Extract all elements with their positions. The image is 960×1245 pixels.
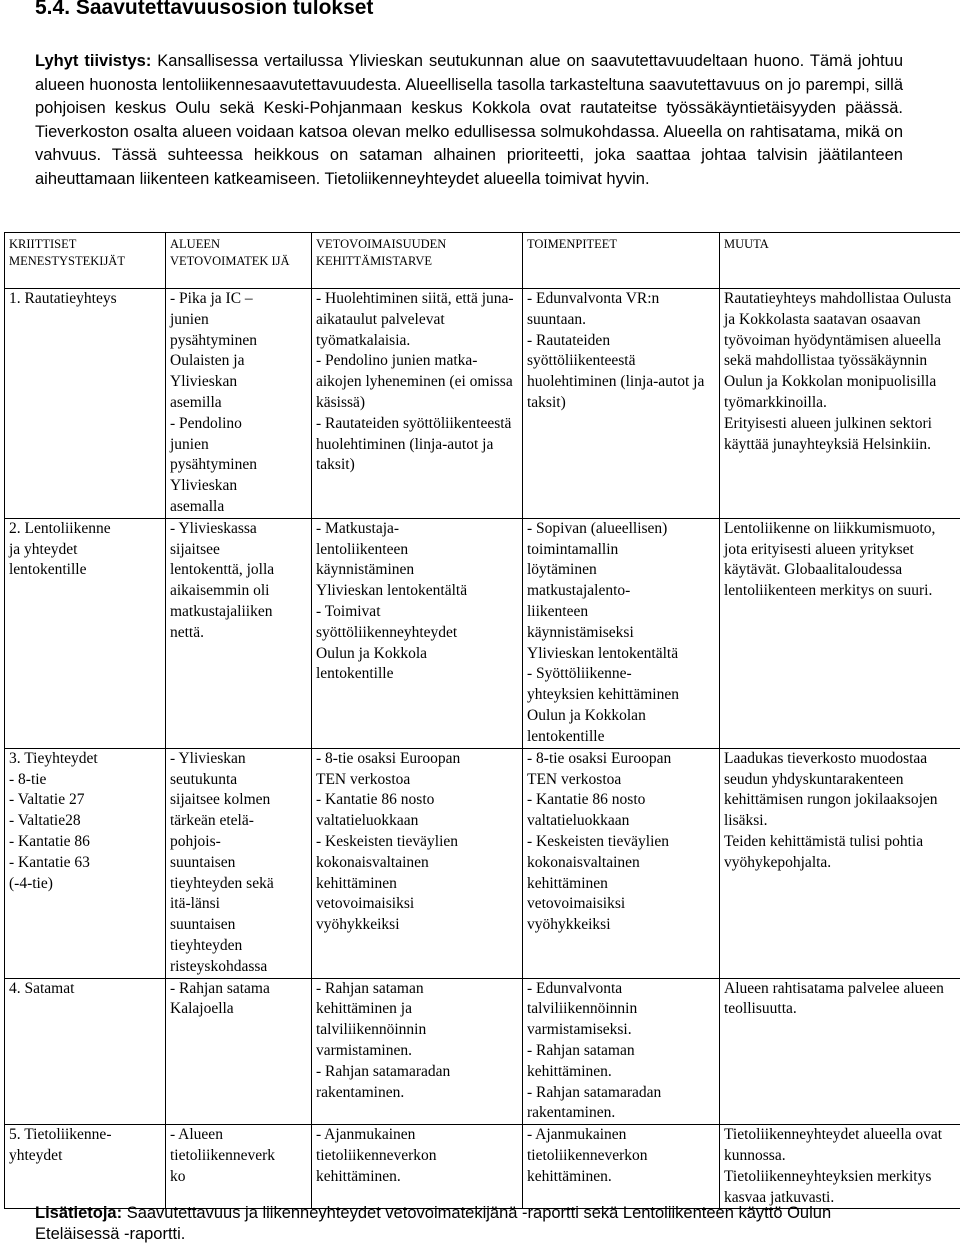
footer-note xyxy=(35,1203,915,1245)
results-table xyxy=(4,232,960,1209)
summary-paragraph xyxy=(35,50,903,191)
table-row xyxy=(5,518,960,748)
table-cell: - Huolehtiminen siitä, että juna-aikataulut palvelevat työmatkalaisia. - Pendolino junien matka-aikojen lyheneminen (ei omissa käsissä) - Rautateiden syöttöliikenteestä huolehtiminen (linja-autot ja taksit) xyxy=(312,289,523,519)
header-development-need: VETOVOIMAISUUDEN KEHITTÄMISTARVE xyxy=(312,233,523,289)
table-cell: - Ylivieskan seutukunta sijaitsee kolmen tärkeän etelä- pohjois- suuntaisen tieyhteyden sekä itä-länsi suuntaisen tieyhteyden risteyskohdassa xyxy=(166,748,312,978)
table-cell: - Matkustaja- lentoliikenteen käynnistäminen Ylivieskan lentokentältä - Toimivat syöttöliikenneyhteydet Oulun ja Kokkola lentokentille xyxy=(312,518,523,748)
summary-text: Kansallisessa vertailussa Ylivieskan seutukunnan alue on saavutettavuudeltaan huono. Tämä johtuu alueen huonosta lentoliikennesaavutettavuudesta. Alueellisella tasolla tarkasteltuna saavutettavuus on jo parempi, sillä pohjoisen keskus Oulu sekä Keski-Pohjanmaan keskus Kokkola ovat rautateitse työssäkäyntietäisyyden päässä. Tieverkoston osalta alueen voidaan katsoa olevan melko edullisessa solmukohdassa. Alueella on rahtisatama, mikä on vahvuus. Tässä suhteessa heikkous on sataman alhainen prioriteetti, joka saattaa johtaa talvisin jäätilanteen aiheuttamaan liikenteen katkeamiseen. Tietoliikenneyhteydet alueella toimivat hyvin. xyxy=(35,52,903,188)
table-cell: 2. Lentoliikenne ja yhteydet lentokentille xyxy=(5,518,166,748)
footer-label: Lisätietoja: xyxy=(35,1204,122,1222)
table-cell: 3. Tieyhteydet - 8-tie - Valtatie 27 - Valtatie28 - Kantatie 86 - Kantatie 63 (-4-tie) xyxy=(5,748,166,978)
header-measures: TOIMENPITEET xyxy=(523,233,720,289)
table-cell: - Sopivan (alueellisen) toimintamallin löytäminen matkustajalento- liikenteen käynnistämiseksi Ylivieskan lentokentältä - Syöttöliikenne- yhteyksien kehittäminen Oulun ja Kokkolan lentokentille xyxy=(523,518,720,748)
table-cell: Lentoliikenne on liikkumismuoto, jota erityisesti alueen yritykset käytävät. Globaalitaloudessa lentoliikenteen merkitys on suuri. xyxy=(720,518,960,748)
table-cell: Tietoliikenneyhteydet alueella ovat kunnossa. Tietoliikenneyhteyksien merkitys kasvaa jatkuvasti. xyxy=(720,1125,960,1209)
table-cell: - Ylivieskassa sijaitsee lentokenttä, jolla aikaisemmin oli matkustajaliiken nettä. xyxy=(166,518,312,748)
header-other: MUUTA xyxy=(720,233,960,289)
header-attractiveness-factor: ALUEEN VETOVOIMATEK IJÄ xyxy=(166,233,312,289)
table-cell: - Edunvalvonta VR:n suuntaan. - Rautateiden syöttöliikenteestä huolehtiminen (linja-autot ja taksit) xyxy=(523,289,720,519)
table-cell: - Ajanmukainen tietoliikenneverkon kehittäminen. xyxy=(312,1125,523,1209)
footer-text: Saavutettavuus ja liikenneyhteydet vetovoimatekijänä -raportti sekä Lentoliikenteen käyttö Oulun Eteläisessä -raportti. xyxy=(35,1204,831,1243)
table-row xyxy=(5,748,960,978)
header-critical-factors: KRIITTISET MENESTYSTEKIJÄT xyxy=(5,233,166,289)
table-cell: Laadukas tieverkosto muodostaa seudun yhdyskuntarakenteen kehittämisen rungon jokilaaksojen lisäksi. Teiden kehittämistä tulisi pohtia vyöhykepohjalta. xyxy=(720,748,960,978)
table-row xyxy=(5,1125,960,1209)
table-cell: - Rahjan sataman kehittäminen ja talviliikennöinnin varmistaminen. - Rahjan satamaradan rakentaminen. xyxy=(312,978,523,1125)
table-header-row xyxy=(5,233,960,289)
table-cell: - 8-tie osaksi Euroopan TEN verkostoa - Kantatie 86 nosto valtatieluokkaan - Keskeisten tieväylien kokonaisvaltainen kehittäminen vetovoimaisiksi vyöhykkeiksi xyxy=(523,748,720,978)
table-cell: Rautatieyhteys mahdollistaa Oulusta ja Kokkolasta saatavan osaavan työvoiman hyödyntämisen alueella sekä mahdollistaa työssäkäynnin Oulun ja Kokkolan monipuolisilla työmarkkinoilla. Erityisesti alueen julkinen sektori käyttää junayhteyksiä Helsinkiin. xyxy=(720,289,960,519)
table-cell: 4. Satamat xyxy=(5,978,166,1125)
section-heading: 5.4. Saavutettavuusosion tulokset xyxy=(35,0,373,20)
table-row xyxy=(5,289,960,519)
table-row xyxy=(5,978,960,1125)
table-cell: - 8-tie osaksi Euroopan TEN verkostoa - Kantatie 86 nosto valtatieluokkaan - Keskeisten tieväylien kokonaisvaltainen kehittäminen vetovoimaisiksi vyöhykkeiksi xyxy=(312,748,523,978)
table-cell: - Edunvalvonta talviliikennöinnin varmistamiseksi. - Rahjan sataman kehittäminen. - Rahjan satamaradan rakentaminen. xyxy=(523,978,720,1125)
table-cell: - Alueen tietoliikenneverk ko xyxy=(166,1125,312,1209)
summary-label: Lyhyt tiivistys: xyxy=(35,52,151,70)
table-cell: - Rahjan satama Kalajoella xyxy=(166,978,312,1125)
table-cell: 1. Rautatieyhteys xyxy=(5,289,166,519)
table-cell: - Pika ja IC – junien pysähtyminen Oulaisten ja Ylivieskan asemilla - Pendolino junien pysähtyminen Ylivieskan asemalla xyxy=(166,289,312,519)
table-cell: Alueen rahtisatama palvelee alueen teollisuutta. xyxy=(720,978,960,1125)
table-cell: 5. Tietoliikenne- yhteydet xyxy=(5,1125,166,1209)
table-cell: - Ajanmukainen tietoliikenneverkon kehittäminen. xyxy=(523,1125,720,1209)
